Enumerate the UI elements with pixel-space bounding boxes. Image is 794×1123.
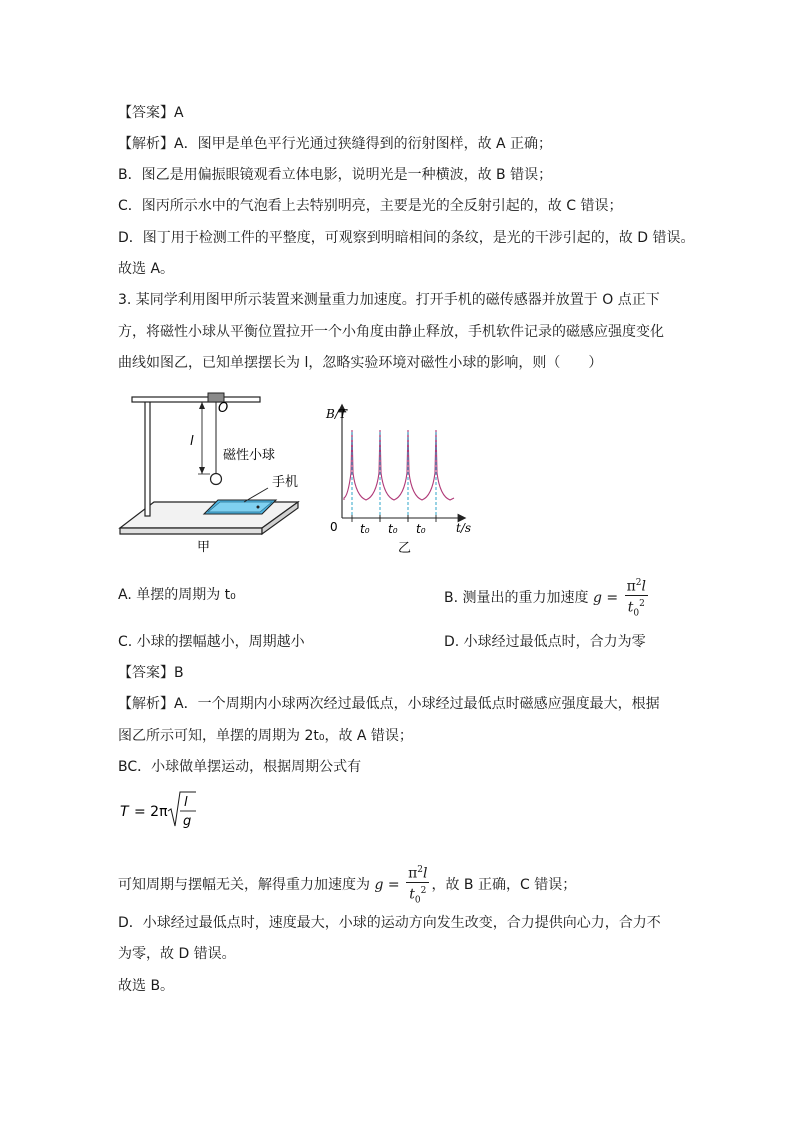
stand-rod bbox=[145, 398, 150, 516]
analysis3-result: 可知周期与摆幅无关，解得重力加速度为 g = $\frac{\pi^2l}{t_0^2}$ ，故 B 正确，C 错误； bbox=[118, 862, 576, 908]
analysis3-line-d2: 为零，故 D 错误。 bbox=[118, 946, 236, 962]
svg-text:g: g bbox=[183, 814, 192, 829]
analysis-label: 【解析】 bbox=[118, 696, 174, 712]
analysis3-conclusion: 故选 B。 bbox=[118, 978, 175, 994]
option-c: C. 小球的摆幅越小，周期越小 bbox=[118, 634, 305, 650]
analysis-line-c: C．图丙所示水中的气泡看上去特别明亮，主要是光的全反射引起的，故 C 错误； bbox=[118, 198, 623, 214]
analysis3-line-bc: BC．小球做单摆运动，根据周期公式有 bbox=[118, 759, 362, 775]
magnetic-ball bbox=[211, 474, 222, 485]
stand-arm bbox=[132, 397, 260, 402]
analysis-line-d: D．图丁用于检测工件的平整度，可观察到明暗相间的条纹，是光的干涉引起的，故 D 错误。 bbox=[118, 230, 695, 246]
figure-b-caption: 乙 bbox=[398, 541, 412, 556]
question-3-line-1: 3. 某同学利用图甲所示装置来测量重力加速度。打开手机的磁传感器并放置于 O 点正下 bbox=[118, 292, 660, 308]
svg-text:l: l bbox=[184, 795, 188, 810]
x-axis-label: t/s bbox=[456, 521, 472, 535]
figure-a-caption: 甲 bbox=[197, 540, 211, 554]
question-3-line-2: 方，将磁性小球从平衡位置拉开一个小角度由静止释放，手机软件记录的磁感应强度变化 bbox=[118, 324, 664, 340]
option-d: D. 小球经过最低点时，合力为零 bbox=[444, 634, 646, 650]
option-b-fraction: $\frac{\pi^2l}{t_0^2}$ bbox=[625, 575, 648, 621]
label-phone: 手机 bbox=[272, 475, 299, 490]
answer-line-3 bbox=[118, 663, 184, 683]
analysis-label: 【解析】 bbox=[118, 136, 174, 152]
figure-pendulum-apparatus bbox=[112, 362, 312, 554]
figure-b-graph bbox=[322, 400, 482, 556]
answer-value: B bbox=[174, 665, 184, 681]
interval-label: t₀ bbox=[416, 522, 426, 536]
option-a: A. 单摆的周期为 t₀ bbox=[118, 587, 236, 603]
answer-line-1 bbox=[118, 103, 184, 123]
period-formula bbox=[118, 786, 208, 832]
interval-label: t₀ bbox=[360, 522, 370, 536]
analysis3-line-a1: 【解析】A．一个周期内小球两次经过最低点，小球经过最低点时磁感应强度最大，根据 bbox=[118, 696, 660, 712]
analysis-line-b: B．图乙是用偏振眼镜观看立体电影，说明光是一种横波，故 B 错误； bbox=[118, 167, 553, 183]
y-axis-label: B/T bbox=[326, 407, 347, 421]
interval-label: t₀ bbox=[388, 522, 398, 536]
label-magnetic-ball: 磁性小球 bbox=[223, 448, 276, 463]
label-o: O bbox=[218, 401, 229, 416]
answer-label: 【答案】 bbox=[118, 665, 174, 681]
analysis-line-a: 【解析】A．图甲是单色平行光通过狭缝得到的衍射图样，故 A 正确； bbox=[118, 136, 553, 152]
question-3-line-3: 曲线如图乙，已知单摆摆长为 l，忽略实验环境对磁性小球的影响，则（ ） bbox=[118, 355, 603, 371]
option-b: B. 测量出的重力加速度 g = $\frac{\pi^2l}{t_0^2}$ bbox=[444, 575, 650, 621]
svg-text:T: T bbox=[120, 804, 129, 820]
induction-curve-line bbox=[344, 430, 454, 500]
answer-label: 【答案】 bbox=[118, 105, 174, 121]
answer-value: A bbox=[174, 105, 184, 121]
result-fraction: $\frac{\pi^2l}{t_0^2}$ bbox=[406, 862, 429, 908]
analysis-conclusion: 故选 A。 bbox=[118, 261, 175, 277]
svg-text:= 2π: = 2π bbox=[134, 804, 168, 820]
origin-label: 0 bbox=[330, 520, 338, 534]
analysis3-line-d1: D．小球经过最低点时，速度最大，小球的运动方向发生改变，合力提供向心力，合力不 bbox=[118, 915, 661, 931]
induction-curve bbox=[344, 430, 454, 518]
analysis3-line-a2: 图乙所示可知，单摆的周期为 2t₀，故 A 错误； bbox=[118, 728, 413, 744]
label-l: l bbox=[190, 434, 194, 449]
